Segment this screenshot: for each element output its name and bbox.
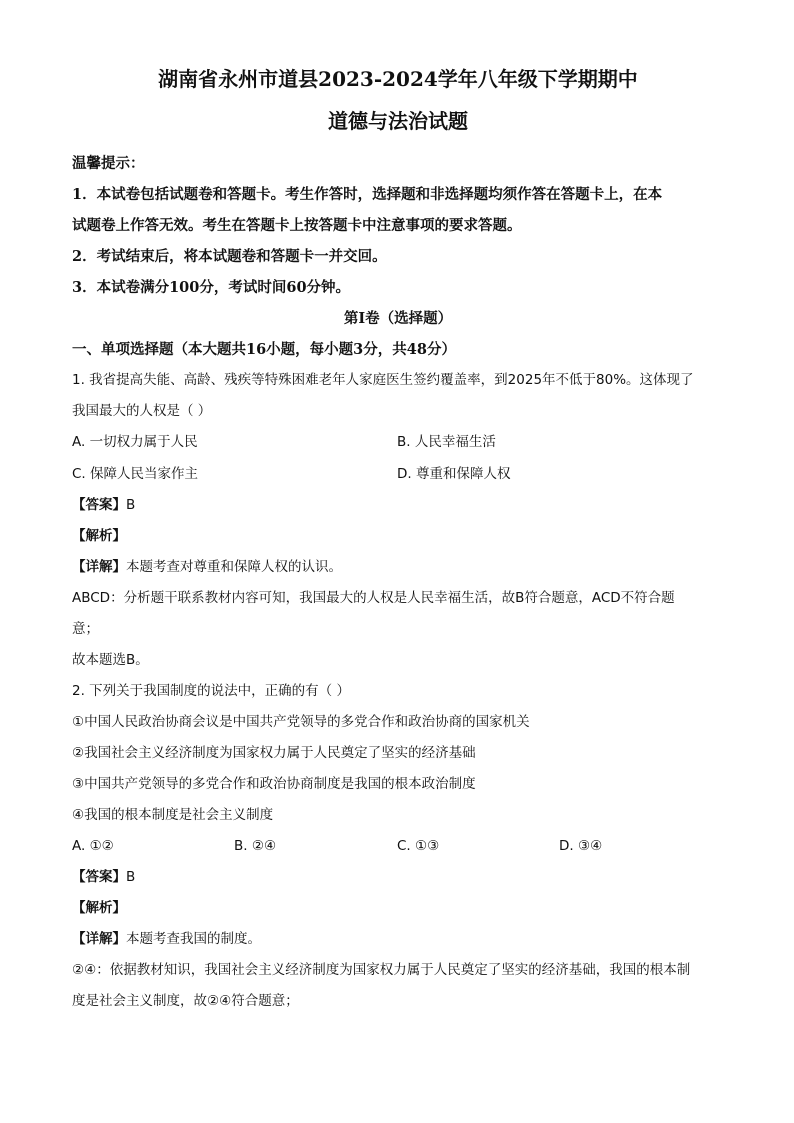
analysis-label: 解析 xyxy=(85,900,113,916)
detail-line: 【详解】本题考查我国的制度。 xyxy=(72,931,261,947)
option-b: B. 人民幸福生活 xyxy=(397,434,496,450)
detail-label: 详解 xyxy=(85,931,113,947)
explanation: 意； xyxy=(72,621,99,637)
analysis-label: 解析 xyxy=(85,528,113,544)
option-d: D. 尊重和保障人权 xyxy=(397,465,511,482)
detail-text: 本题考查我国的制度。 xyxy=(126,931,261,947)
options-grid xyxy=(72,427,724,490)
exam-page xyxy=(72,66,724,1017)
statement: ②我国社会主义经济制度为国家权力属于人民奠定了坚实的经济基础 xyxy=(72,745,476,761)
answer-label: 答案 xyxy=(85,869,113,885)
question-stem: 1. 我省提高失能、高龄、残疾等特殊困难老年人家庭医生签约覆盖率，到2025年不低于80%。这体现了 xyxy=(72,372,694,388)
option-d: D. ③④ xyxy=(559,838,603,854)
notice-item: 1．本试卷包括试题卷和答题卡。考生作答时，选择题和非选择题均须作答在答题卡上，在本 xyxy=(72,186,663,203)
notice-block xyxy=(72,148,724,303)
option-a: A. 一切权力属于人民 xyxy=(72,434,198,450)
notice-item: 试题卷上作答无效。考生在答题卡上按答题卡中注意事项的要求答题。 xyxy=(72,217,522,234)
conclusion: 故本题选B。 xyxy=(72,652,149,668)
answer-label: 答案 xyxy=(85,497,113,513)
statement: ③中国共产党领导的多党合作和政治协商制度是我国的根本政治制度 xyxy=(72,776,476,792)
option-a: A. ①② xyxy=(72,838,114,854)
section-heading: 一、单项选择题（本大题共16小题，每小题3分，共48分） xyxy=(72,341,456,358)
notice-item: 2．考试结束后，将本试题卷和答题卡一并交回。 xyxy=(72,248,387,265)
option-c: C. 保障人民当家作主 xyxy=(72,465,199,482)
page-title: 湖南省永州市道县2023-2024学年八年级下学期期中 xyxy=(158,67,638,91)
explanation: 度是社会主义制度，故②④符合题意； xyxy=(72,993,299,1009)
answer-line: 【答案】B xyxy=(72,869,136,885)
statement: ①中国人民政治协商会议是中国共产党领导的多党合作和政治协商的国家机关 xyxy=(72,714,530,730)
answer-value: B xyxy=(126,497,136,513)
options-grid xyxy=(72,831,724,862)
notice-heading: 温馨提示： xyxy=(72,155,145,172)
answer-value: B xyxy=(126,869,136,885)
option-c: C. ①③ xyxy=(397,838,440,854)
part-title: 第Ⅰ卷（选择题） xyxy=(343,310,453,327)
question-2 xyxy=(72,676,724,1017)
explanation: ABCD：分析题干联系教材内容可知，我国最大的人权是人民幸福生活，故B符合题意，ACD不符合题 xyxy=(72,590,675,606)
explanation: ②④：依据教材知识，我国社会主义经济制度为国家权力属于人民奠定了坚实的经济基础，我国的根本制 xyxy=(72,962,691,978)
detail-text: 本题考查对尊重和保障人权的认识。 xyxy=(126,559,342,575)
statement: ④我国的根本制度是社会主义制度 xyxy=(72,807,274,823)
detail-line: 【详解】本题考查对尊重和保障人权的认识。 xyxy=(72,559,342,575)
answer-line: 【答案】B xyxy=(72,497,136,513)
question-1 xyxy=(72,365,724,676)
page-subtitle: 道德与法治试题 xyxy=(328,109,468,133)
notice-item: 3．本试卷满分100分，考试时间60分钟。 xyxy=(72,279,351,296)
detail-label: 详解 xyxy=(85,559,113,575)
option-b: B. ②④ xyxy=(234,838,277,854)
analysis-line: 【解析】 xyxy=(72,528,126,544)
question-stem: 我国最大的人权是（ ） xyxy=(72,403,212,419)
analysis-line: 【解析】 xyxy=(72,900,126,916)
question-stem: 2. 下列关于我国制度的说法中，正确的有（ ） xyxy=(72,683,350,699)
